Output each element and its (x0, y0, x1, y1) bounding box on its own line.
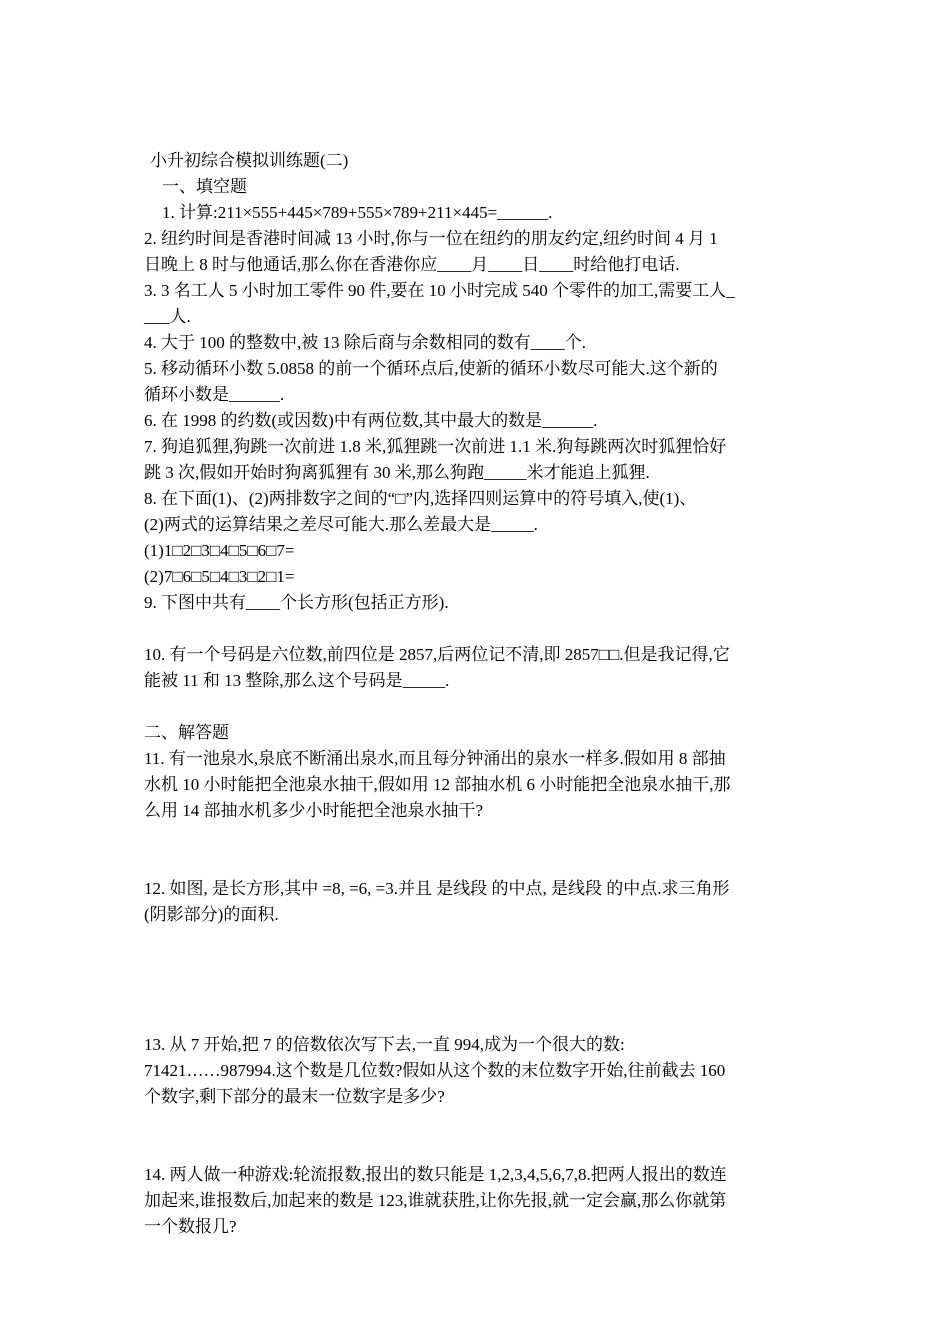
figure-placeholder (144, 616, 812, 642)
question-5: 5. 移动循环小数 5.0858 的前一个循环点后,使新的循环小数尽可能大.这个新的 循环小数是______. (144, 359, 718, 404)
question-7: 7. 狗追狐狸,狗跳一次前进 1.8 米,狐狸跳一次前进 1.1 米.狗每跳两次时狐狸恰好 跳 3 次,假如开始时狗离狐狸有 30 米,那么狗跑_____米才能追上狐狸. (144, 437, 727, 482)
section-heading-fill-in: 一、填空题 (162, 177, 247, 196)
question-2: 2. 纽约时间是香港时间减 13 小时,你与一位在纽约的朋友约定,纽约时间 4 月 1 日晚上 8 时与他通话,那么你在香港你应____月____日____时给他打电话. (144, 229, 718, 274)
question-4: 4. 大于 100 的整数中,被 13 除后商与余数相同的数有____个. (144, 333, 586, 352)
question-9: 9. 下图中共有____个长方形(包括正方形). (144, 593, 449, 612)
question-6: 6. 在 1998 的约数(或因数)中有两位数,其中最大的数是______. (144, 411, 598, 430)
section-heading-solve: 二、解答题 (144, 723, 229, 742)
expression-1: (1)1□2□3□4□5□6□7= (144, 541, 295, 560)
expression-2: (2)7□6□5□4□3□2□1= (144, 567, 295, 586)
question-3: 3. 3 名工人 5 小时加工零件 90 件,要在 10 小时完成 540 个零件的加工,需要工人_ ___人. (144, 281, 735, 326)
question-13: 13. 从 7 开始,把 7 的倍数依次写下去,一直 994,成为一个很大的数: 71421……987994.这个数是几位数?假如从这个数的末位数字开始,往前截去 160 个数字,剩下部分的最末一位数字是多少? (144, 1035, 726, 1106)
question-1: 1. 计算:211×555+445×789+555×789+211×445=______. (162, 203, 553, 222)
document-title: 小升初综合模拟训练题(二) (150, 151, 349, 170)
question-12: 12. 如图, 是长方形,其中 =8, =6, =3.并且 是线段 的中点, 是线段 的中点.求三角形 (阴影部分)的面积. (144, 879, 730, 924)
question-8: 8. 在下面(1)、(2)两排数字之间的“□”内,选择四则运算中的符号填入,使(1)、 (2)两式的运算结果之差尽可能大.那么差最大是_____. (1)1□2□3□4□5□6□7= (2)7□6□5□4□3□2□1= (144, 486, 812, 590)
question-10: 10. 有一个号码是六位数,前四位是 2857,后两位记不清,即 2857□□.但是我记得,它 能被 11 和 13 整除,那么这个号码是_____. (144, 645, 730, 690)
question-14: 14. 两人做一种游戏:轮流报数,报出的数只能是 1,2,3,4,5,6,7,8.把两人报出的数连 加起来,谁报数后,加起来的数是 123,谁就获胜,让你先报,就一定会赢,那么你就第 一个数报几? (144, 1165, 727, 1236)
question-11: 11. 有一池泉水,泉底不断涌出泉水,而且每分钟涌出的泉水一样多.假如用 8 部抽 水机 10 小时能把全池泉水抽干,假如用 12 部抽水机 6 小时能把全池泉水抽干,那 么用 14 部抽水机多少小时能把全池泉水抽干? (144, 749, 731, 820)
document-content (144, 148, 812, 1240)
